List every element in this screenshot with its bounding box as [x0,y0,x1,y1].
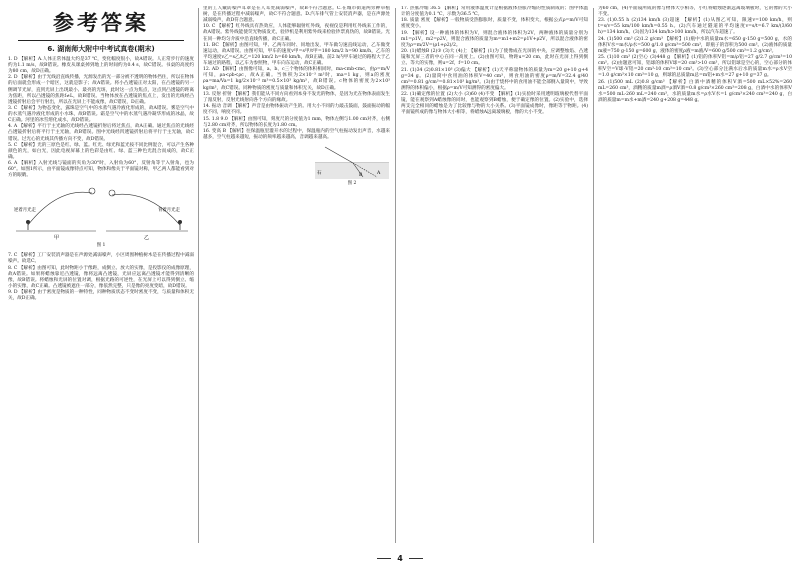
figure-2-side-label: 石 [317,171,322,177]
answer-paragraph: 20. (1)蜡烛B (2)③ (3)大 (4)上 【解析】(1)为了使像成在光屏的中央，应调整烛焰、凸透镜和光屏三者的中心在同一高度上。(2)由图可知，物距u=20 cm，此时在光屏上得到倒立、等大的实像，则u=2f，f=10 cm。 [401,49,588,67]
figure-2-label-b: B [359,173,363,179]
answer-paragraph: 1. D 【解析】A.人体正常体温大约是37 ℃，变化幅度很小，故A错误。人正常步行的速度约为1.1 m/s，故B错误。橡皮从课桌掉到地上的时间约为0.4 s，故C错误。书桌的高度约为80 cm，故D正确。 [8,57,194,75]
answer-paragraph: 19. 【解析】设一种液体的体积为V，则混合液体的体积为2V，两种液体的质量分别为m1=ρ1V，m2=ρ2V，则混合液体的质量为m=m1+m2=ρ1V+ρ2V，所以混合液体的密度为ρ=m/2V=(ρ1+ρ2)/2。 [401,30,588,48]
column-divider [198,8,199,543]
figure-1-right-text: 背着月光走 [158,208,180,214]
column-2 [203,6,390,545]
answer-paragraph: 6. A 【解析】入射光线与镜面的夹角为30°时，入射角为60°，反射角等于入射角，也为60°。如图1所示，由平面镜成像特点可知，物体和像关于平面镜对称，甲乙两人都能看到对方的眼睛。 [8,161,194,179]
answer-paragraph: 4. A 【解析】平行于主光轴的光线经凸透镜折射后将过焦点，故A正确。通过焦点的光线经凸透镜折射后将平行于主光轴，故B错误。图中光线经凹透镜折射后将平行于主光轴，故C错误。过光心的光线其传播方向不变，故D错误。 [8,124,194,142]
answer-paragraph: 21. (1)34 (2)0.81×10³ (3)偏大 【解析】(1)天平称量物体的质量为m=20 g+10 g+4 g=34 g。(2)量筒中食用油的体积V=40 cm³，则食用油的密度ρ=m/V=32.4 g/40 cm³=0.81 g/cm³=0.81×10³ kg/m³。(3)由于烧杯中的食用油不能全部倒入量筒中，导致测得的体积偏小，根据ρ=m/V可知测得的密度偏大。 [401,67,588,91]
figure-1-drawing [8,181,194,243]
column-4 [598,6,792,545]
figure-1-left-label: 甲 [54,235,60,242]
answer-paragraph: 7. C 【解析】工厂安装消声器是在声源处减弱噪声，小区周围种植树木是在传播过程中减弱噪声。故选C。 [8,253,194,265]
answer-paragraph: 17. 热胀冷缩 36.5 【解析】常用液体温度计是根据液体热胀冷缩的性质制成的；图中体温计的分度值为0.1 ℃，示数为36.5 ℃。 [401,6,588,18]
answer-paragraph: 9. D 【解析】由于密度是物质的一种特性，同种物质状态不变时密度不变，与质量和体积无关，故D正确。 [8,290,194,302]
answer-paragraph: 3. C 【解析】为物态变化，露珠是空气中的水蒸气遇冷液化形成的，故A错误。雾是空气中的水蒸气遇冷液化形成的小水珠，故B错误。霜是空气中的水蒸气遇冷凝华形成的冰晶，故C正确。河里的冰雪熔化成水，故D错误。 [8,105,194,124]
column-divider [395,8,396,543]
answer-paragraph: 10. C 【解析】红外线具有热效应，人体能够辐射红外线，夜视仪是利用红外线来工作的，故A错误。紫外线能使荧光物质发光，验钞机是利用紫外线来检验钞票真伪的，故B错误。光在同一种均匀介质中沿直线传播，故C正确。 [203,24,390,42]
answer-paragraph: 16. 变高 B 【解析】往保温瓶里灌开水的过程中，保温瓶内的空气柱振动发出声音，水越来越多，空气柱越来越短，振动的频率越来越高，音调越来越高。 [203,129,390,141]
answer-paragraph: 22. (1)确定像的位置 (2)大小 (3)60 (4)不变 【解析】(1)实验时采用透明玻璃板代替平面镜，能在观察到A蜡烛像的同时，也能观察到B蜡烛，便于确定像的位置。(2)实验中，选择两支完全相同的蜡烛是为了比较像与物的大小关系。(3)平面镜成像时，像距等于物距。(4)平面镜所成的像与物体大小相等，将蜡烛A远离玻璃板，像的大小不变。 [401,92,588,116]
answer-paragraph: 为60 cm，(4)平面镜所成的像与物体大小相等，小红将蜡烛逐渐远离玻璃板时，它的像的大小不变。 [598,6,792,18]
answer-paragraph: 24. (1)500 cm³ (2)1.2 g/cm³ 【解析】(1)瓶中水的质量m水=650 g-150 g=500 g，水的体积V水=m水/ρ水=500 g/1.0 g/cm³=500 cm³，即瓶子的容积为500 cm³。(2)液体的质量m液=750 g-150 g=600 g，液体的密度ρ液=m液/V=600 g/500 cm³=1.2 g/cm³。 [598,36,792,54]
answer-paragraph: 5. C 【解析】光的三原色是红、绿、蓝。红光、绿光和蓝光按不同比例混合，可以产生各种颜色的光，如白光，因此电视屏幕上的色彩是由红、绿、蓝三种色光混合而成的，故C正确。 [8,142,194,160]
answer-paragraph: 13. 反射 折射 【解析】我们能从不同方向看到本身不发光的物体，是因为光在物体表面发生了漫反射，反射光线射向各个方向的缘故。 [203,91,390,103]
answer-paragraph: 11. BC 【解析】由图可知，甲、乙两车同时、同地出发，甲车做匀速直线运动，乙车做变速运动，故A错误。由图可知，甲车的速度v甲=s甲/t甲=180 km/2 h=90 km/h，乙车的平均速度v乙=s乙/t乙=120 km/2 h=60 km/h，故B正确。前2 h内甲车通过的路程大于乙车通过的路程，以乙车为参照物，甲车向东运动，故C正确。 [203,42,390,67]
answer-paragraph: 里的工人戴防噪声耳罩是在人耳处减弱噪声，故B不符合题意。C.在城市街道两旁种草植树，是在传播过程中减弱噪声，故C不符合题意。D.汽车排气管上安装消声器，是在声源处减弱噪声，故D符合题意。 [203,6,390,24]
answer-paragraph: 12. AD 【解析】由图像可知，a、b、c三个物体的体积相同时，ma<mb<mc，由ρ=m/V可知，ρa<ρb<ρc，故A正确。当体积为2×10⁻³ m³时，ma=1 kg，则a的密度ρa=ma/Va=1 kg/2×10⁻³ m³=0.5×10³ kg/m³，故B错误。c物体的密度为2×10³ kg/m³，故C错误。同种物质的密度与质量和体积无关，故D正确。 [203,67,390,91]
answer-paragraph: 14. 振动 音调 【解析】声音是由物体振动产生的。用大小不同的力敲击鼓面，鼓面振动的幅度不同，响度不同。 [203,104,390,116]
page-number: 4 [397,554,403,563]
answer-paragraph: 18. 质量 密度 【解析】一般物质受热膨胀时，质量不变，体积变大，根据公式ρ=m/V可知密度变小。 [401,18,588,30]
exam-subtitle: 6. 湖南师大附中中考试真卷(期末) [47,45,155,53]
column-1 [8,6,194,545]
figure-1 [8,181,194,251]
page-footer [0,554,800,563]
page-title: 参考答案 [53,10,149,35]
figure-1-left-text: 逆着月光走 [14,208,36,214]
footer-dash-right [409,558,423,559]
answer-paragraph: 26. (1)500 mL (2)0.8 g/cm³ 【解析】白酒中酒精的体积V酒=500 mL×52%=260 mL=260 cm³，酒精的质量m酒=ρ酒V酒=0.8 g/cm³×260 cm³=208 g，白酒中水的体积V水=500 mL-260 mL=240 cm³，水的质量m水=ρ水V水=1 g/cm³×240 cm³=240 g，白酒的质量m=m水+m酒=240 g+208 g=448 g。 [598,79,792,103]
figure-1-right-label: 乙 [144,235,150,242]
answer-paragraph: 15. 1.8 9.0 【解析】由图可知，刻度尺的分度值为1 mm，物体左侧与1.00 cm对齐，右侧与2.80 cm对齐，所以物体的长度为1.80 cm。 [203,116,390,128]
footer-dash-left [377,558,391,559]
title-divider [18,40,184,41]
figure-2-label-a: A [377,171,381,177]
figure-1-caption: 图 1 [96,243,106,249]
answer-paragraph: 8. C 【解析】由图可知，此时物距小于像距，成倒立、放大的实像，是投影仪的成像原理，故A错误。如果将蜡烛靠近凸透镜，像将远离凸透镜，光屏应远离凸透镜才能得到清晰的像，故B错误。将蜡烛和光屏的位置对调，根据光路的可逆性，在光屏上可以得到倒立、缩小的实像，故C正确。凸透镜被遮住一部分，像依然完整，只是像的亮度变暗，故D错误。 [8,265,194,289]
column-3 [401,6,588,545]
figure-2-caption: 图 2 [347,181,357,187]
answer-paragraph: 23. (1)0.55 h (2)134 km/h (3)超速 【解析】(1)从图乙可知，限速v=100 km/h，则t=s/v=55 km/100 km/h=0.55 h。(2)汽车通过隧道的平均速度v=s/t=6.7 km/(3/60 h)=134 km/h。(3)因为134 km/h>100 km/h，所以汽车超速了。 [598,18,792,36]
answer-paragraph: 2. D 【解析】由于光线沿直线传播，光源发出的光一部分被不透明的物体挡住，所以在物体的后面就会形成一个暗区，这就是影子；故A错误。将小凸透镜正对太阳，在凸透镜的另一侧调节光屏，直到光屏上出现最小、最亮的光斑，此时这一点为焦点，这点到凸透镜的距离为焦距，所以凸透镜的焦距f≠L，故B错误。当物体放在凸透镜的焦点上，发出的光线经凸透镜折射后会平行射出，所以在光屏上不能成像，故C错误，D正确。 [8,75,194,105]
figure-2-drawing [313,143,390,181]
column-divider [593,8,594,543]
answer-paragraph: 25. (1)10 cm³ (2)空心 (3)448 g 【解析】(1)铝的体积V铝=m/ρ铝=27 g/2.7 g/cm³=10 cm³。(2)由题意可知，铝球的体积V球=20 cm³>10 cm³，所以铝球是空心的，空心部分的体积V空=V球-V铝=20 cm³-10 cm³=10 cm³。(3)空心部分注满水后水的质量m水=ρ水V空=1.0 g/cm³×10 cm³=10 g，则球的总质量m总=m铝+m水=27 g+10 g=37 g。 [598,55,792,79]
figure-2 [313,143,390,187]
